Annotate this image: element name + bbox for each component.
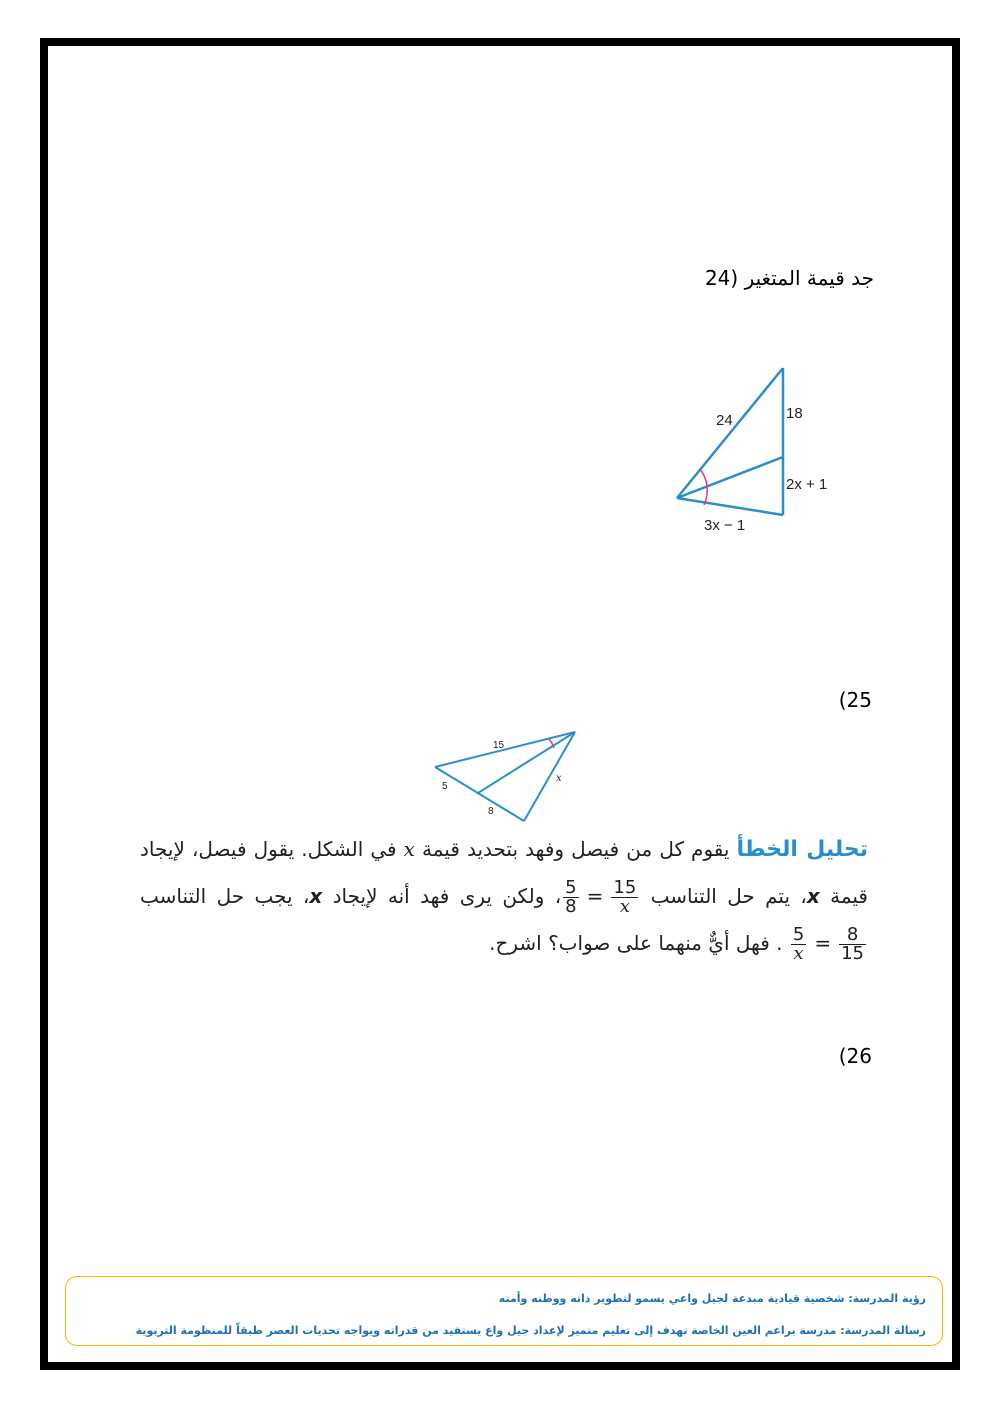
error-text-6: . فهل أيٌّ منهما على صواب؟ اشرح. — [489, 931, 789, 955]
proportion-1 — [561, 873, 640, 920]
error-text-1: يقوم كل من فيصل وفهد بتحديد قيمة — [414, 837, 737, 861]
fig24-base-line — [677, 498, 783, 515]
var-x-2: x — [806, 884, 820, 908]
equals-sign-2: = — [814, 931, 832, 955]
fig25-label-5: 5 — [442, 781, 448, 792]
var-x-3: x — [309, 884, 323, 908]
fig25-left-line — [435, 767, 524, 821]
question-26-title: 26) — [838, 1044, 872, 1068]
fraction-15-x: $\frac{15}{x}$ — [613, 877, 637, 917]
proportion-2 — [789, 920, 868, 967]
fraction-8-15: $\frac{8}{15}$ — [841, 924, 864, 964]
error-text-2: في الشكل. يقول فيصل، لإيجاد قيمة — [140, 837, 868, 908]
fraction-5-x: $\frac{5}{x}$ — [792, 924, 805, 964]
fig25-label-8: 8 — [488, 806, 494, 817]
fig25-top-line — [435, 732, 575, 767]
fig24-label-24: 24 — [716, 412, 733, 429]
fig24-label-3x1: 3x − 1 — [704, 517, 746, 534]
fraction-5-8: $\frac{5}{8}$ — [565, 877, 577, 917]
error-text-5: ، يجب حل التناسب — [140, 884, 310, 908]
var-x-1: x — [403, 837, 415, 861]
equals-sign-1: = — [586, 884, 604, 908]
figure-25-triangle — [425, 724, 585, 824]
figure-24-triangle — [660, 355, 840, 540]
school-footer-box — [65, 1276, 943, 1346]
error-analysis-paragraph — [140, 826, 868, 967]
page-border — [40, 38, 960, 1370]
fig24-label-18: 18 — [786, 405, 803, 422]
fig24-label-2x1: 2x + 1 — [786, 476, 828, 493]
fig25-label-x: x — [556, 773, 562, 784]
question-24-title: جد قيمة المتغير (24 — [704, 266, 874, 290]
error-analysis-heading: تحليل الخطأ — [736, 837, 868, 862]
error-text-3: ، يتم حل التناسب — [640, 884, 807, 908]
error-text-4: ، ولكن يرى فهد أنه لإيجاد — [322, 884, 562, 908]
fig25-label-15: 15 — [493, 740, 505, 751]
fig25-right-line — [524, 732, 575, 821]
question-25-title: 25) — [838, 688, 872, 712]
school-mission-text: رسالة المدرسة: مدرسة براعم العين الخاصة تهدف إلى تعليم متميز لإعداد جيل واع يستفيد من قدراته ويواجه تحديات العصر طبقاً للمنظومة التربوية — [135, 1324, 926, 1337]
school-vision-text: رؤية المدرسة: شخصية قيادية مبدعة لجيل واعي يسمو لتطوير ذاته ووطنه وأمته — [498, 1292, 926, 1305]
